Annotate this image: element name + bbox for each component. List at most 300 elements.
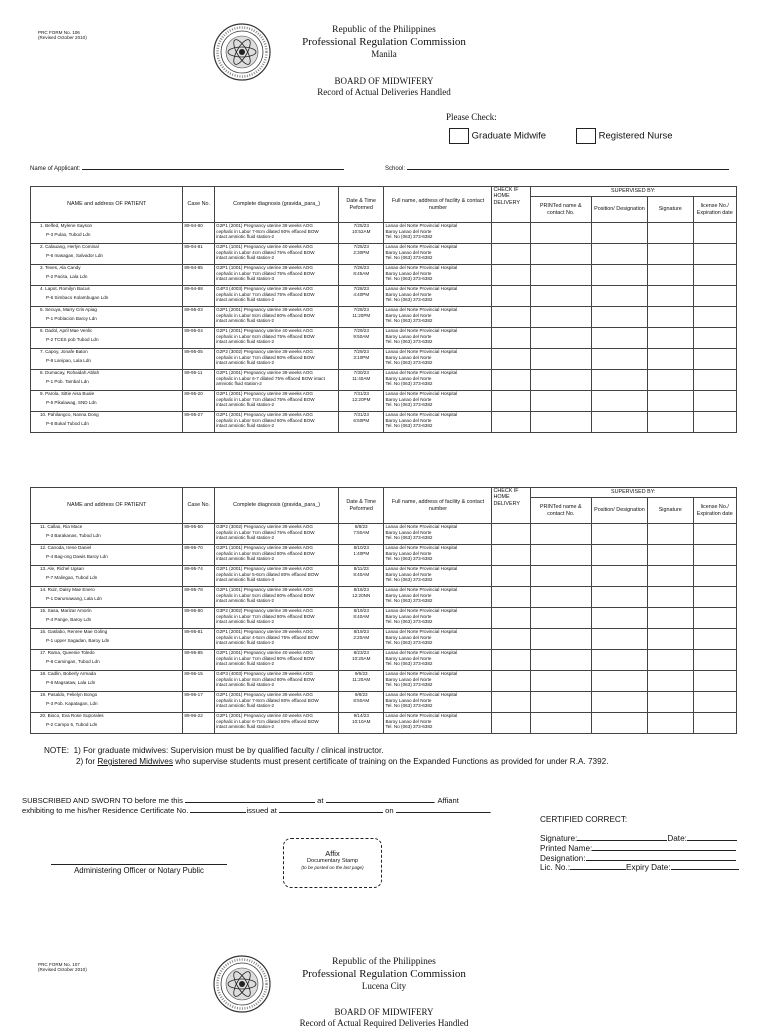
license-cell[interactable] — [693, 412, 737, 433]
position-cell[interactable] — [591, 286, 647, 307]
facility-cell — [384, 265, 492, 286]
delivery-date: 9/14/23 — [353, 713, 369, 718]
diagnosis-cell — [215, 566, 339, 587]
col-home-delivery: CHECK IF HOME DELIVERY — [492, 488, 530, 524]
facility-contact: Tel. No (063) 373-6382 — [385, 234, 433, 240]
next-record-header — [284, 1007, 484, 1029]
diagnosis-line: intact amniotic fluid station-2 — [216, 234, 275, 240]
issued-on-line[interactable] — [396, 812, 490, 813]
license-cell[interactable] — [693, 328, 737, 349]
signature-cell[interactable] — [648, 608, 694, 629]
license-cell[interactable] — [693, 692, 737, 713]
applicant-name-line[interactable] — [82, 169, 344, 170]
note-line-2 — [44, 756, 754, 767]
signature-cell[interactable] — [648, 671, 694, 692]
date-time-cell — [338, 608, 384, 629]
case-no-cell: 89-96-17 — [183, 692, 215, 713]
diagnosis-line: cephalic in Labor 7cm dilated 80% effaced BOW — [216, 655, 315, 661]
facility-cell — [384, 545, 492, 566]
delivery-time: 8:45AM — [353, 270, 370, 276]
table-2-body — [31, 524, 737, 734]
patient-address: P-7 Malingao, Tubod Ldn — [46, 574, 98, 580]
printed-name-cell[interactable] — [530, 713, 591, 734]
signature-cell[interactable] — [648, 307, 694, 328]
next-city-label: Lucena City — [361, 981, 407, 991]
home-delivery-cell[interactable] — [492, 286, 530, 307]
delivery-date: 9/6/23 — [354, 671, 368, 676]
date-time-cell — [338, 412, 384, 433]
case-no-cell: 89-96-22 — [183, 713, 215, 734]
patient-address: P-1 Darumawang, Lala Ldn — [46, 595, 102, 601]
facility-address: Baroy Lanao del Norte — [385, 312, 432, 318]
diagnosis-line: cephalic in Labor 5cm dilated 80% effaced BOW — [216, 592, 315, 598]
license-cell[interactable] — [693, 524, 737, 545]
position-cell[interactable] — [591, 713, 647, 734]
stamp-affix-label: Affix — [325, 849, 340, 858]
patient-address: P-3 Barakanas, Tubod Ldn — [46, 532, 101, 538]
license-cell[interactable] — [693, 587, 737, 608]
school-line[interactable] — [407, 169, 729, 170]
diagnosis-line: amniotic fluid station-2 — [216, 381, 262, 387]
delivery-time: 1:40PM — [353, 550, 370, 556]
case-no-cell: 89-95-05 — [183, 349, 215, 370]
position-cell[interactable] — [591, 524, 647, 545]
license-cell[interactable] — [693, 265, 737, 286]
school-field[interactable] — [385, 166, 729, 172]
facility-name: Lanao del Norte Provincial Hospital — [385, 545, 458, 550]
diagnosis-line: intact amniotic fluid station-2 — [216, 703, 275, 709]
signature-cell[interactable] — [648, 650, 694, 671]
position-cell[interactable] — [591, 566, 647, 587]
home-delivery-cell[interactable] — [492, 713, 530, 734]
table-row — [31, 412, 737, 433]
printed-name-cell[interactable] — [530, 524, 591, 545]
applicant-name-field[interactable] — [30, 166, 344, 172]
patient-cell — [31, 713, 183, 734]
patient-cell — [31, 265, 183, 286]
facility-name: Lanao del Norte Provincial Hospital — [385, 412, 458, 417]
facility-contact: Tel. No (063) 373-6382 — [385, 640, 433, 646]
col-date-time: Date & Time Peformed — [338, 187, 384, 223]
facility-name: Lanao del Norte Provincial Hospital — [385, 286, 458, 291]
case-no-cell: 89-95-50 — [183, 524, 215, 545]
home-delivery-cell[interactable] — [492, 412, 530, 433]
signature-cell[interactable] — [648, 328, 694, 349]
diagnosis-line: intact amniotic fluid station-3 — [216, 276, 275, 282]
patient-cell — [31, 671, 183, 692]
col-home-delivery: CHECK IF HOME DELIVERY — [492, 187, 530, 223]
delivery-date: 8/16/23 — [353, 587, 369, 592]
table-row — [31, 391, 737, 412]
table-row — [31, 265, 737, 286]
position-cell[interactable] — [591, 608, 647, 629]
cert-expiry-line[interactable] — [671, 869, 739, 870]
delivery-date: 7/31/23 — [353, 391, 369, 396]
printed-name-cell[interactable] — [530, 391, 591, 412]
facility-name: Lanao del Norte Provincial Hospital — [385, 650, 458, 655]
license-cell[interactable] — [693, 713, 737, 734]
position-cell[interactable] — [591, 412, 647, 433]
printed-name-cell[interactable] — [530, 223, 591, 244]
sworn-text-2c: on — [385, 806, 394, 815]
sworn-line-2: exhibiting to me his/her Residence Certificate No. issued at on . — [22, 806, 492, 815]
facility-address: Baroy Lanao del Norte — [385, 676, 432, 682]
patient-name: 17. Rama, Queenie Toledo — [40, 650, 95, 655]
signature-cell[interactable] — [648, 370, 694, 391]
home-delivery-cell[interactable] — [492, 692, 530, 713]
col-position: Position/ Designation — [591, 498, 647, 524]
license-cell[interactable] — [693, 391, 737, 412]
patient-cell — [31, 608, 183, 629]
date-time-cell — [338, 671, 384, 692]
home-delivery-cell[interactable] — [492, 566, 530, 587]
printed-name-cell[interactable] — [530, 650, 591, 671]
printed-name-cell[interactable] — [530, 265, 591, 286]
diagnosis-line: G2P1 (2001) Pregnancy uterine 39 weeks AOG — [216, 412, 313, 417]
position-cell[interactable] — [591, 545, 647, 566]
cert-signature-line[interactable] — [577, 840, 667, 841]
patient-cell — [31, 524, 183, 545]
printed-name-cell[interactable] — [530, 328, 591, 349]
position-cell[interactable] — [591, 370, 647, 391]
home-delivery-cell[interactable] — [492, 671, 530, 692]
table-row — [31, 286, 737, 307]
position-cell[interactable] — [591, 349, 647, 370]
printed-name-cell[interactable] — [530, 286, 591, 307]
diagnosis-line: cephalic in Labor 7-8cm dilated 80% effaced BOW — [216, 228, 319, 234]
signature-cell[interactable] — [648, 349, 694, 370]
facility-name: Lanao del Norte Provincial Hospital — [385, 370, 458, 375]
note-line-1 — [44, 745, 754, 756]
signature-cell[interactable] — [648, 244, 694, 265]
commission-title: Professional Regulation Commission — [302, 36, 466, 48]
home-delivery-cell[interactable] — [492, 629, 530, 650]
patient-address: P-6 Simbaco Kolambugan Ldn — [46, 294, 109, 300]
printed-name-cell[interactable] — [530, 370, 591, 391]
col-facility: Full name, address of facility & contact number — [384, 488, 492, 524]
signature-cell[interactable] — [648, 566, 694, 587]
case-no-cell: 89-94-85 — [183, 265, 215, 286]
position-cell[interactable] — [591, 328, 647, 349]
facility-address: Baroy Lanao del Norte — [385, 550, 432, 556]
delivery-date: 8/11/23 — [353, 566, 369, 571]
issued-at-line[interactable] — [279, 812, 383, 813]
form-number: PRC FORM No. 106 (Revised October 2010) — [38, 30, 87, 41]
registered-nurse-checkbox[interactable] — [576, 128, 596, 144]
stamp-note: (to be posted on the last page) — [301, 865, 364, 870]
col-printed-name: PRINTed name & contact No. — [530, 498, 591, 524]
date-time-cell — [338, 349, 384, 370]
facility-cell — [384, 587, 492, 608]
patient-name: 12. Canoda, Irene Daniel — [40, 545, 92, 550]
cert-lic-line[interactable] — [570, 869, 626, 870]
case-no-cell: 89-95-20 — [183, 391, 215, 412]
printed-name-cell[interactable] — [530, 692, 591, 713]
delivery-time: 6:50PM — [353, 417, 370, 423]
facility-cell — [384, 307, 492, 328]
facility-name: Lanao del Norte Provincial Hospital — [385, 608, 458, 613]
diagnosis-line: G4P3 (4003) Pregnancy uterine 39 weeks AOG — [216, 286, 313, 291]
delivery-date: 9/8/23 — [354, 692, 368, 697]
patient-address: P-3 Pob. Kapatagan, Ldn — [46, 700, 98, 706]
facility-name: Lanao del Norte Provincial Hospital — [385, 223, 458, 228]
position-cell[interactable] — [591, 671, 647, 692]
delivery-date: 7/25/23 — [353, 223, 369, 228]
facility-cell — [384, 713, 492, 734]
cert-lic-label: Lic. No.: — [540, 863, 571, 873]
position-cell[interactable] — [591, 307, 647, 328]
patient-cell — [31, 587, 183, 608]
col-license: license No./ Expiration date — [693, 498, 737, 524]
delivery-time: 10:10AM — [352, 718, 371, 724]
facility-address: Baroy Lanao del Norte — [385, 354, 432, 360]
date-time-cell — [338, 629, 384, 650]
diagnosis-line: G2P1 (2001) Pregnancy uterine 40 weeks AOG — [216, 650, 313, 655]
diagnosis-cell — [215, 608, 339, 629]
diagnosis-line: intact amniotic fluid station-2 — [216, 598, 275, 604]
position-cell[interactable] — [591, 223, 647, 244]
home-delivery-cell[interactable] — [492, 391, 530, 412]
position-cell[interactable] — [591, 692, 647, 713]
deliveries-table-1 — [30, 186, 737, 433]
license-cell[interactable] — [693, 307, 737, 328]
cert-expiry-label: Expiry Date: — [626, 863, 671, 873]
diagnosis-line: G2P2 (3002) Pregnancy uterine 39 weeks AOG — [216, 349, 313, 354]
please-check-label: Please Check: — [446, 112, 497, 122]
home-delivery-cell[interactable] — [492, 608, 530, 629]
license-cell[interactable] — [693, 349, 737, 370]
facility-address: Baroy Lanao del Norte — [385, 249, 432, 255]
diagnosis-line: G2P1 (2001) Pregnancy uterine 39 weeks AOG — [216, 566, 313, 571]
facility-address: Baroy Lanao del Norte — [385, 375, 432, 381]
printed-name-cell[interactable] — [530, 349, 591, 370]
signature-cell[interactable] — [648, 223, 694, 244]
patient-address: P-8 Camingan, Tubod Ldn — [46, 658, 100, 664]
date-time-cell — [338, 692, 384, 713]
check-option-registered-nurse[interactable] — [576, 128, 673, 144]
home-delivery-cell[interactable] — [492, 587, 530, 608]
col-patient: NAME and address OF PATIENT — [31, 488, 183, 524]
diagnosis-cell — [215, 650, 339, 671]
facility-cell — [384, 328, 492, 349]
patient-address: P-2 Pacita, Lala Ldn — [46, 273, 88, 279]
patient-name: 16. Gaslabo, Renree Mae Goling — [40, 629, 108, 634]
registered-midwives-link[interactable]: Registered Midwives — [97, 757, 173, 766]
license-cell[interactable] — [693, 650, 737, 671]
next-commission-title: Professional Regulation Commission — [302, 968, 466, 980]
license-cell[interactable] — [693, 671, 737, 692]
facility-contact: Tel. No (063) 373-6382 — [385, 255, 433, 261]
facility-contact: Tel. No (063) 373-6382 — [385, 381, 433, 387]
signature-cell[interactable] — [648, 524, 694, 545]
diagnosis-line: intact amniotic fluid station-2 — [216, 682, 275, 688]
delivery-time: 2:30PM — [353, 249, 370, 255]
license-cell[interactable] — [693, 608, 737, 629]
graduate-midwife-label: Graduate Midwife — [471, 130, 547, 142]
printed-name-cell[interactable] — [530, 608, 591, 629]
delivery-date: 7/28/23 — [353, 286, 369, 291]
case-no-cell: 89-95-03 — [183, 307, 215, 328]
certified-title: CERTIFIED CORRECT: — [540, 815, 628, 824]
date-time-cell — [338, 524, 384, 545]
home-delivery-cell[interactable] — [492, 223, 530, 244]
diagnosis-line: intact amniotic fluid station-2 — [216, 318, 275, 324]
signature-cell[interactable] — [648, 286, 694, 307]
delivery-time: 10:25AM — [352, 655, 371, 661]
signature-cell[interactable] — [648, 587, 694, 608]
diagnosis-cell — [215, 370, 339, 391]
home-delivery-cell[interactable] — [492, 524, 530, 545]
diagnosis-line: G3P2 (3002) Pregnancy uterine 39 weeks AOG — [216, 524, 313, 529]
home-delivery-cell[interactable] — [492, 650, 530, 671]
diagnosis-line: G2P1 (2001) Pregnancy uterine 39 weeks AOG — [216, 692, 313, 697]
diagnosis-cell — [215, 265, 339, 286]
delivery-time: 2:20AM — [353, 634, 370, 640]
table-row — [31, 349, 737, 370]
delivery-date: 8/19/23 — [353, 608, 369, 613]
diagnosis-line: cephalic in Labor 7cm dilated 75% effaced BOW — [216, 270, 315, 276]
home-delivery-cell[interactable] — [492, 370, 530, 391]
check-option-graduate-midwife[interactable] — [449, 128, 546, 144]
facility-address: Baroy Lanao del Norte — [385, 718, 432, 724]
signature-cell[interactable] — [648, 545, 694, 566]
facility-cell — [384, 650, 492, 671]
patient-name: 18. Cadlin, Boberly Armada — [40, 671, 96, 676]
diagnosis-line: G4P3 (4003) Pregnancy uterine 39 weeks AOG — [216, 671, 313, 676]
sworn-place-line[interactable] — [326, 802, 434, 803]
signature-cell[interactable] — [648, 713, 694, 734]
facility-contact: Tel. No (063) 373-6382 — [385, 360, 433, 366]
facility-name: Lanao del Norte Provincial Hospital — [385, 692, 458, 697]
patient-name: 8. Dumacay, Rohaidah Ablah — [40, 370, 100, 375]
delivery-time: 3:10PM — [353, 354, 370, 360]
facility-name: Lanao del Norte Provincial Hospital — [385, 629, 458, 634]
home-delivery-cell[interactable] — [492, 265, 530, 286]
patient-name: 20. Bioco, Eva Rose Suporales — [40, 713, 104, 718]
printed-name-cell[interactable] — [530, 587, 591, 608]
table-row — [31, 608, 737, 629]
home-delivery-cell[interactable] — [492, 349, 530, 370]
diagnosis-line: intact amniotic fluid station-2 — [216, 297, 275, 303]
table-row — [31, 566, 737, 587]
patient-address: P-2 TCES pob Tubod Ldn — [46, 336, 99, 342]
facility-address: Baroy Lanao del Norte — [385, 291, 432, 297]
position-cell[interactable] — [591, 629, 647, 650]
delivery-date: 7/25/23 — [353, 244, 369, 249]
cert-date-label: Date: — [667, 834, 687, 843]
patient-address: P-1 Poblacion Baroy Ldn — [46, 315, 97, 321]
cert-printed-line[interactable] — [592, 850, 736, 851]
table-row — [31, 524, 737, 545]
diagnosis-cell — [215, 545, 339, 566]
home-delivery-cell[interactable] — [492, 244, 530, 265]
printed-name-cell[interactable] — [530, 629, 591, 650]
facility-cell — [384, 223, 492, 244]
residence-cert-line[interactable] — [190, 812, 246, 813]
facility-address: Baroy Lanao del Norte — [385, 228, 432, 234]
position-cell[interactable] — [591, 587, 647, 608]
license-cell[interactable] — [693, 629, 737, 650]
prc-seal-icon — [212, 954, 272, 1014]
diagnosis-line: intact amniotic fluid station-2 — [216, 661, 275, 667]
diagnosis-line: G3P2 (3002) Pregnancy uterine 39 weeks AOG — [216, 608, 313, 613]
patient-cell — [31, 650, 183, 671]
table-row — [31, 629, 737, 650]
position-cell[interactable] — [591, 391, 647, 412]
diagnosis-cell — [215, 524, 339, 545]
cert-date-line[interactable] — [687, 840, 737, 841]
delivery-time: 8:40AM — [353, 613, 370, 619]
printed-name-cell[interactable] — [530, 545, 591, 566]
date-time-cell — [338, 713, 384, 734]
position-cell[interactable] — [591, 650, 647, 671]
diagnosis-line: cephalic in Labor 8cm dilated 80% effaced BOW — [216, 550, 315, 556]
diagnosis-line: G2P1 (1001) Pregnancy uterine 40 weeks AOG — [216, 244, 313, 249]
facility-contact: Tel. No (063) 373-6382 — [385, 619, 433, 625]
school-label: School: — [385, 166, 406, 172]
diagnosis-line: cephalic in Labor 4cm dilated 75% effaced BOW — [216, 249, 315, 255]
delivery-time: 9:50AM — [353, 333, 370, 339]
facility-cell — [384, 524, 492, 545]
signature-cell[interactable] — [648, 391, 694, 412]
license-cell[interactable] — [693, 545, 737, 566]
position-cell[interactable] — [591, 244, 647, 265]
signature-cell[interactable] — [648, 629, 694, 650]
diagnosis-line: G2P1 (2001) Pregnancy uterine 40 weeks AOG — [216, 713, 313, 718]
license-cell[interactable] — [693, 223, 737, 244]
col-case-no: Case No. — [183, 488, 215, 524]
facility-address: Baroy Lanao del Norte — [385, 270, 432, 276]
signature-cell[interactable] — [648, 265, 694, 286]
sworn-text-2a: exhibiting to me his/her Residence Certificate No. — [22, 806, 189, 815]
position-cell[interactable] — [591, 265, 647, 286]
diagnosis-line: cephalic in Labor 6-7cm dilated 80% effaced BOW — [216, 718, 319, 724]
table-row — [31, 650, 737, 671]
home-delivery-cell[interactable] — [492, 328, 530, 349]
home-delivery-cell[interactable] — [492, 545, 530, 566]
printed-name-cell[interactable] — [530, 244, 591, 265]
printed-name-cell[interactable] — [530, 412, 591, 433]
patient-name: 11. Callao, Ria Mace — [40, 524, 83, 529]
patient-name: 1. Belfed, Mylene Sayson — [40, 223, 93, 228]
printed-name-cell[interactable] — [530, 671, 591, 692]
printed-name-cell[interactable] — [530, 566, 591, 587]
home-delivery-cell[interactable] — [492, 307, 530, 328]
diagnosis-line: intact amniotic fluid station-2 — [216, 619, 275, 625]
facility-contact: Tel. No (063) 373-6382 — [385, 276, 433, 282]
delivery-time: 7:50AM — [353, 529, 370, 535]
facility-name: Lanao del Norte Provincial Hospital — [385, 671, 458, 676]
facility-cell — [384, 692, 492, 713]
sworn-date-line[interactable] — [185, 802, 315, 803]
case-no-cell: 89-95-85 — [183, 650, 215, 671]
graduate-midwife-checkbox[interactable] — [449, 128, 469, 144]
facility-cell — [384, 370, 492, 391]
printed-name-cell[interactable] — [530, 307, 591, 328]
signature-cell[interactable] — [648, 692, 694, 713]
license-cell[interactable] — [693, 244, 737, 265]
facility-contact: Tel. No (063) 373-6382 — [385, 297, 433, 303]
signature-cell[interactable] — [648, 412, 694, 433]
cert-designation-line[interactable] — [586, 860, 736, 861]
table-row — [31, 587, 737, 608]
deliveries-table-2 — [30, 487, 737, 734]
license-cell[interactable] — [693, 370, 737, 391]
cert-lic-row — [540, 863, 750, 873]
patient-cell — [31, 328, 183, 349]
license-cell[interactable] — [693, 566, 737, 587]
license-cell[interactable] — [693, 286, 737, 307]
